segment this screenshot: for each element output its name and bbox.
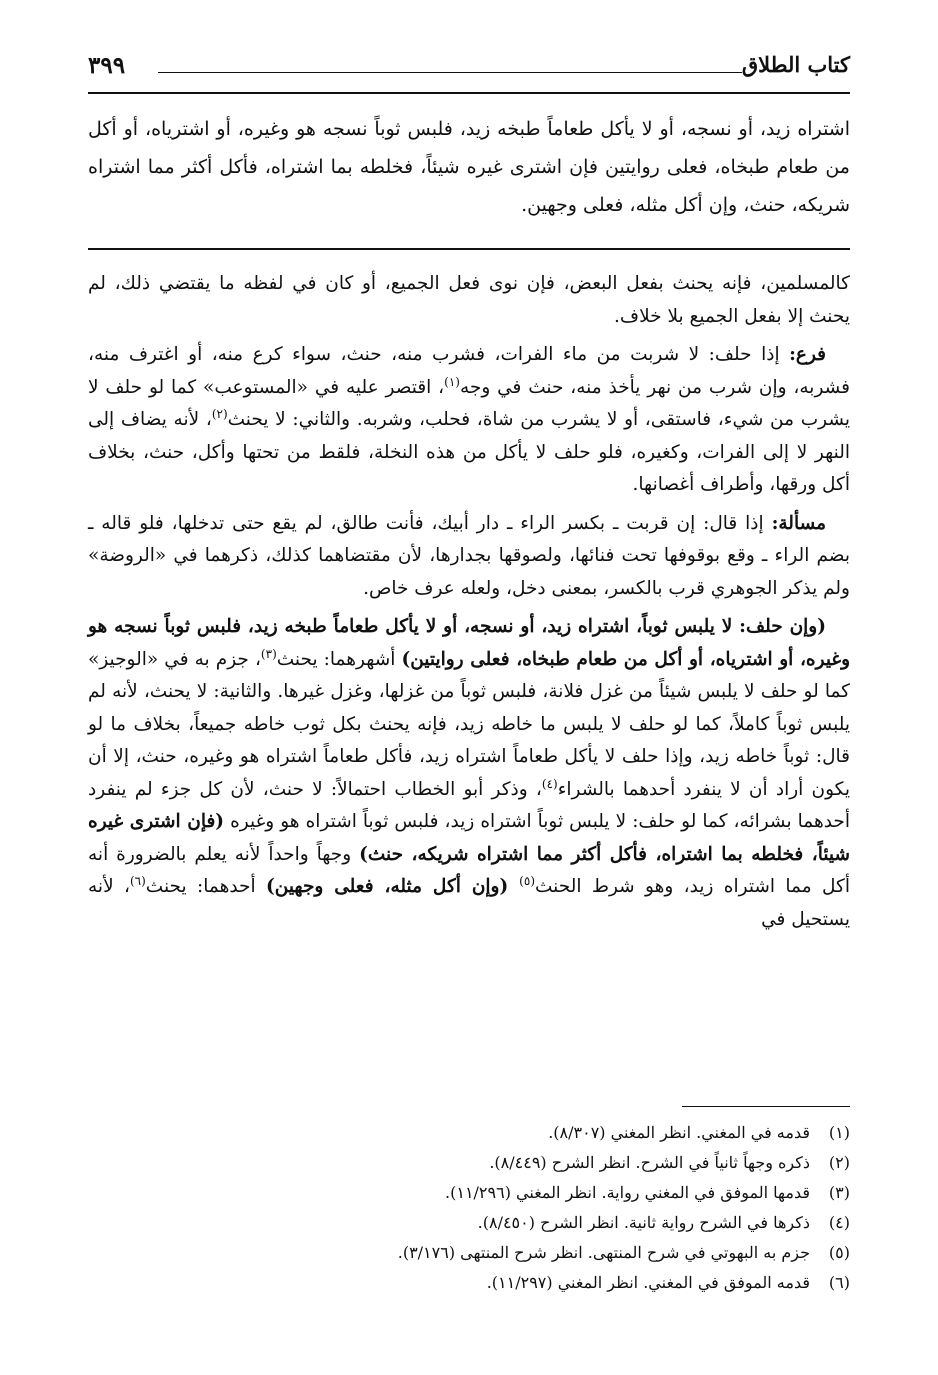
paragraph-text: ، اقتصر عليه في «المستوعب» كما لو حلف لا يشرب من شيء، فاستقى، أو لا يشرب من شاة، فحلب، وشربه. والثاني: لا يحنث (88, 376, 850, 430)
footnote-text: ذكره وجهاً ثانياً في الشرح. انظر الشرح (٨/٤٤٩). (489, 1153, 810, 1172)
footnote-ref[interactable]: (٢) (211, 406, 228, 421)
footnote (88, 1238, 850, 1268)
matn-quote: (وإن أكل مثله، فعلى وجهين) (266, 876, 520, 897)
footnote-number: (٢) (828, 1153, 850, 1172)
paragraph-text: إذا حلف: لا شربت من ماء الفرات، فشرب منه، حنث، سواء كرع منه، أو اغترف منه، فشربه، وإن شرب من نهر يأخذ منه، حنث في وجه (88, 344, 850, 398)
page-header (88, 52, 850, 94)
paragraph (88, 611, 850, 936)
paragraph-text: أشهرهما: يحنث (276, 648, 402, 670)
footnote (88, 1148, 850, 1178)
paragraph (88, 508, 850, 606)
footnote-text: قدمه الموفق في المغني. انظر المغني (١١/٢٩٧). (486, 1273, 810, 1292)
matn-quote: (فإن اشترى غيره شيئاً، فخلطه بما اشتراه، فأكل أكثر مما اشتراه شريكه، حنث) (88, 811, 851, 865)
paragraph-text: ، لأنه يضاف إلى النهر لا إلى الفرات، وكغيره، فلو حلف لا يأكل من هذه النخلة، فلقط من تحتها وأكل، حنث، بخلاف أكل ورقها، وأطراف أغصانها. (88, 409, 850, 495)
footnote (88, 1268, 850, 1298)
header-rule (158, 72, 742, 73)
footnote-text: ذكرها في الشرح رواية ثانية. انظر الشرح (٨/٤٥٠). (477, 1213, 810, 1232)
footnote-number: (٣) (828, 1183, 850, 1202)
matn-quote: (وإن حلف: لا يلبس ثوباً، اشتراه زيد، أو نسجه، أو لا يأكل طعاماً طبخه زيد، فلبس ثوباً نسجه هو وغيره، أو اشترياه، أو أكل من طعام طبخاه، فعلى روايتين) (88, 616, 851, 670)
footnote-text: قدمها الموفق في المغني رواية. انظر المغني (١١/٢٩٦). (445, 1183, 810, 1202)
paragraph-text: ، وذكر أبو الخطاب احتمالاً: لا حنث، لأن كل جزء لم ينفرد أحدهما بشرائه، كما لو حلف: لا يلبس ثوباً اشتراه زيد، فلبس ثوباً اشتراه هو وغيره (88, 778, 850, 832)
paragraph (88, 339, 850, 502)
paragraph-text: وجهاً واحداً لأنه يعلم بالضرورة أنه أكل مما اشتراه زيد، وهو شرط الحنث (88, 843, 850, 897)
paragraph: كالمسلمين، فإنه يحنث بفعل البعض، فإن نوى فعل الجميع، أو كان في لفظه ما يقتضي ذلك، لم يحنث إلا بفعل الجميع بلا خلاف. (88, 273, 850, 327)
paragraph-text: ، لأنه يستحيل في (88, 876, 850, 930)
footnote-text: جزم به البهوتي في شرح المنتهى. انظر شرح المنتهى (٣/١٧٦). (397, 1243, 810, 1262)
paragraph-text: ، جزم به في «الوجيز» كما لو حلف لا يلبس شيئاً من غزل فلانة، فلبس ثوباً من غزلها، وغزل غيرها. والثانية: لا يحنث، لأنه لم يلبس ثوباً كاملاً، كما لو حلف لا يلبس ما خاطه زيد، فإنه يحنث بكل ثوب خاطه جميعاً، بخلاف ما لو قال: ثوباً خاطه زيد، وإذا حلف لا يأكل طعاماً اشتراه زيد، فأكل طعاماً اشتراه هو وغيره، حنث، إلا أن يكون أراد أن لا ينفرد أحدهما بالشراء (88, 648, 850, 800)
footnote-number: (٦) (828, 1273, 850, 1292)
footnote-number: (٤) (828, 1213, 850, 1232)
book-title: كتاب الطلاق (741, 52, 850, 77)
paragraph-heading: فرع: (789, 344, 826, 365)
footnote-ref[interactable]: (٥) (519, 873, 535, 888)
paragraph-text: أحدهما: يحنث (145, 876, 266, 897)
footnotes (88, 1118, 850, 1298)
commentary-body (88, 268, 850, 942)
footnote-rule (682, 1106, 850, 1107)
footnote (88, 1118, 850, 1148)
paragraph-text: إذا قال: إن قربت ـ بكسر الراء ـ دار أبيك، فأنت طالق، لم يقع حتى تدخلها، فلو قاله ـ بضم الراء ـ وقع بوقوفها تحت فنائها، ولصوقها بجدارها، لأن مقتضاهما كذلك، ذكرهما في «الروضة» ولم يذكر الجوهري قرب بالكسر، بمعنى دخل، ولعله عرف خاص. (88, 512, 850, 599)
footnote-text: قدمه في المغني. انظر المغني (٨/٣٠٧). (548, 1123, 810, 1142)
footnote-ref[interactable]: (٤) (541, 776, 558, 791)
footnote (88, 1178, 850, 1208)
footnote-ref[interactable]: (٦) (129, 873, 146, 888)
paragraph-heading: مسألة: (771, 512, 826, 534)
matn-text: اشتراه زيد، أو نسجه، أو لا يأكل طعاماً طبخه زيد، فلبس ثوباً نسجه هو وغيره، أو اشترياه، أو أكل من طعام طبخاه، فعلى روايتين فإن اشترى غيره شيئاً، فخلطه بما اشتراه، فأكل أكثر مما اشتراه شريكه، حنث، وإن أكل مثله، فعلى وجهين. (88, 118, 850, 216)
footnote-number: (١) (828, 1123, 850, 1142)
footnote-number: (٥) (828, 1243, 850, 1262)
page-number: ٣٩٩ (88, 52, 126, 79)
matn-divider (88, 248, 850, 250)
footnote-ref[interactable]: (١) (444, 374, 460, 389)
footnote (88, 1208, 850, 1238)
footnote-ref[interactable]: (٣) (260, 646, 277, 661)
